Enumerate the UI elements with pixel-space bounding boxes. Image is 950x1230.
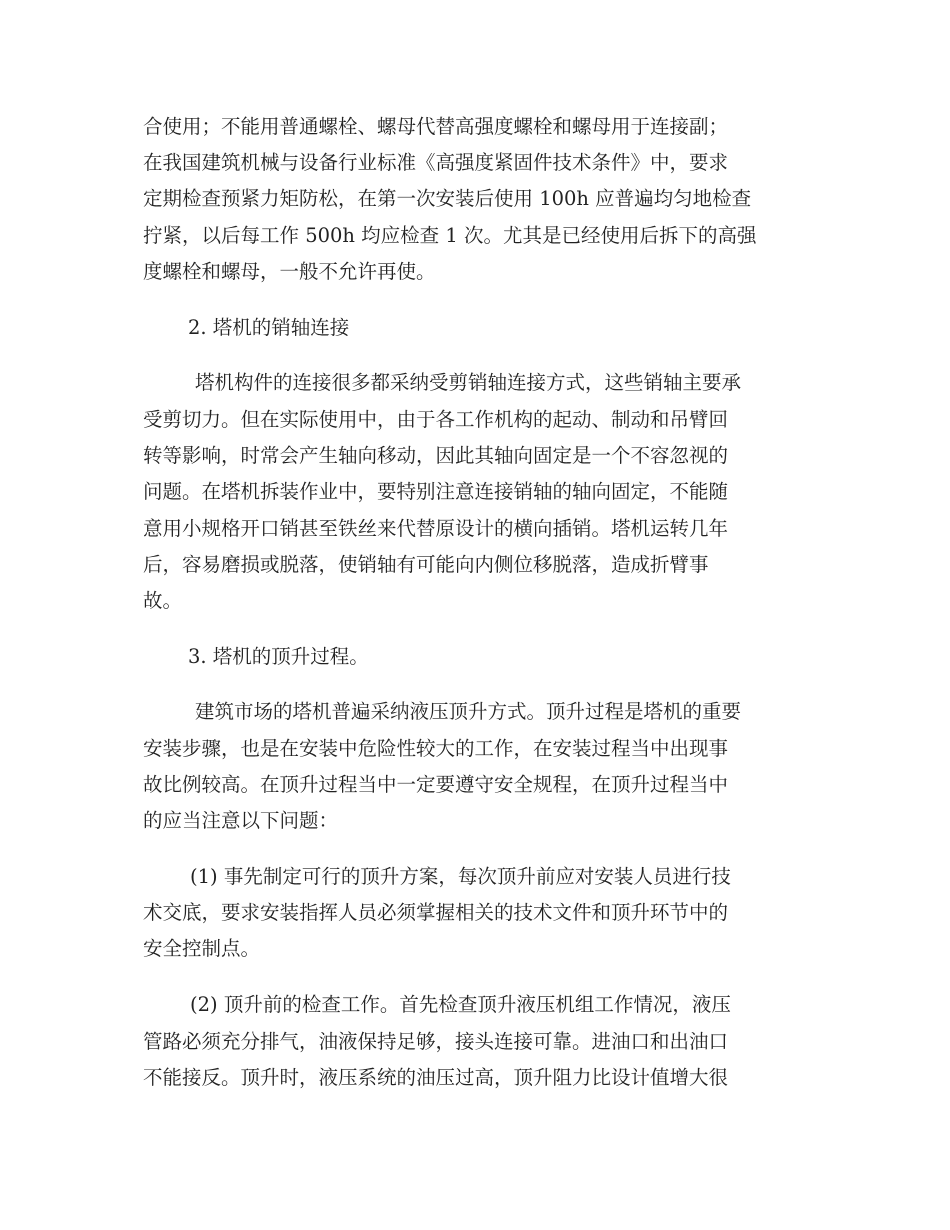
list-item-text: (1) 事先制定可行的顶升方案，每次顶升前应对安装人员进行技 [190,865,731,888]
section-heading: 3. 塔机的顶升过程。 [188,645,369,668]
text-line: 定期检查预紧力矩防松，在第一次安装后使用 100h 应普遍均匀地检查 [143,187,752,210]
text-line: 不能接反。顶升时，液压系统的油压过高，顶升阻力比设计值增大很 [143,1066,729,1089]
text-line: 安全控制点。 [143,937,261,960]
text-line: 故比例较高。在顶升过程当中一定要遵守安全规程，在顶升过程当中 [143,773,729,796]
text-line: 的应当注意以下问题： [143,809,339,832]
text-line: 拧紧，以后每工作 500h 均应检查 1 次。尤其是已经使用后拆下的高强 [143,224,757,247]
text-line: 问题。在塔机拆装作业中，要特别注意连接销轴的轴向固定，不能随 [143,480,729,503]
text-line: 合使用；不能用普通螺栓、螺母代替高强度螺栓和螺母用于连接副； [143,115,729,138]
text-line: 安装步骤，也是在安装中危险性较大的工作，在安装过程当中出现事 [143,737,729,760]
text-line: 在我国建筑机械与设备行业标准《高强度紧固件技术条件》中，要求 [143,151,729,174]
text-line: 转等影响，时常会产生轴向移动，因此其轴向固定是一个不容忽视的 [143,444,729,467]
text-line: 术交底，要求安装指挥人员必须掌握相关的技术文件和顶升环节中的 [143,901,729,924]
text-line: 后，容易磨损或脱落，使销轴有可能向内侧位移脱落，造成折臂事 [143,553,709,576]
text-line: 度螺栓和螺母，一般不允许再使。 [143,260,436,283]
text-line: 意用小规格开口销甚至铁丝来代替原设计的横向插销。塔机运转几年 [143,517,729,540]
text-line: 受剪切力。但在实际使用中，由于各工作机构的起动、制动和吊臂回 [143,408,729,431]
text-line: 塔机构件的连接很多都采纳受剪销轴连接方式，这些销轴主要承 [195,371,742,394]
text-line: 管路必须充分排气，油液保持足够，接头连接可靠。进油口和出油口 [143,1030,729,1053]
text-line: 建筑市场的塔机普遍采纳液压顶升方式。顶升过程是塔机的重要 [195,700,742,723]
text-line: 故。 [143,589,183,612]
section-heading: 2. 塔机的销轴连接 [188,316,350,339]
list-item-text: (2) 顶升前的检查工作。首先检查顶升液压机组工作情况，液压 [190,993,731,1016]
